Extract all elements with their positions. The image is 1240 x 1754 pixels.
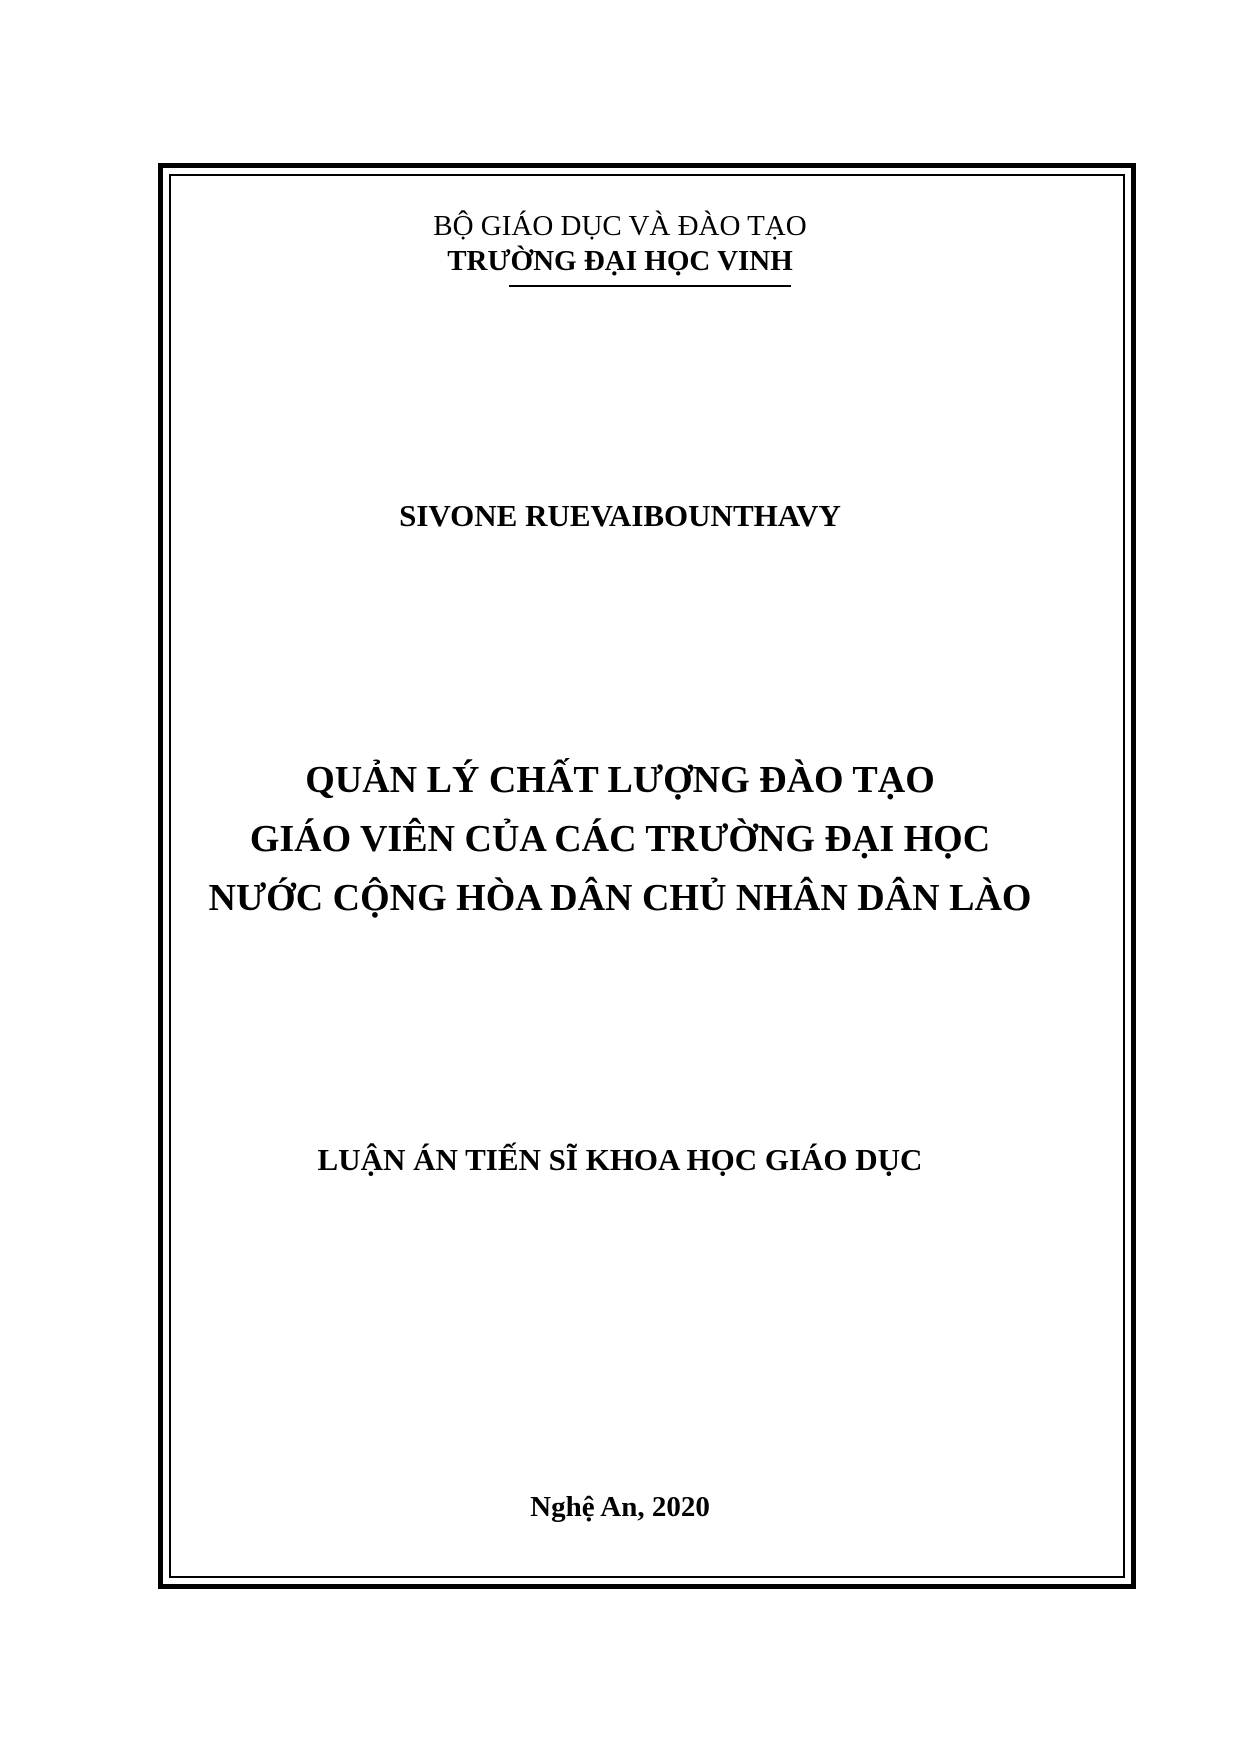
thesis-title-line-1: QUẢN LÝ CHẤT LƯỢNG ĐÀO TẠO xyxy=(305,759,935,801)
author-name: SIVONE RUEVAIBOUNTHAVY xyxy=(399,498,841,533)
thesis-title-line-3: NƯỚC CỘNG HÒA DÂN CHỦ NHÂN DÂN LÀO xyxy=(208,877,1032,919)
university-name: TRƯỜNG ĐẠI HỌC VINH xyxy=(447,245,793,277)
degree-type: LUẬN ÁN TIẾN SĨ KHOA HỌC GIÁO DỤC xyxy=(317,1142,923,1177)
university-underline xyxy=(509,285,791,287)
ministry-name: BỘ GIÁO DỤC VÀ ĐÀO TẠO xyxy=(433,210,807,242)
thesis-title-line-2: GIÁO VIÊN CỦA CÁC TRƯỜNG ĐẠI HỌC xyxy=(249,818,991,860)
place-and-year: Nghệ An, 2020 xyxy=(530,1491,710,1523)
